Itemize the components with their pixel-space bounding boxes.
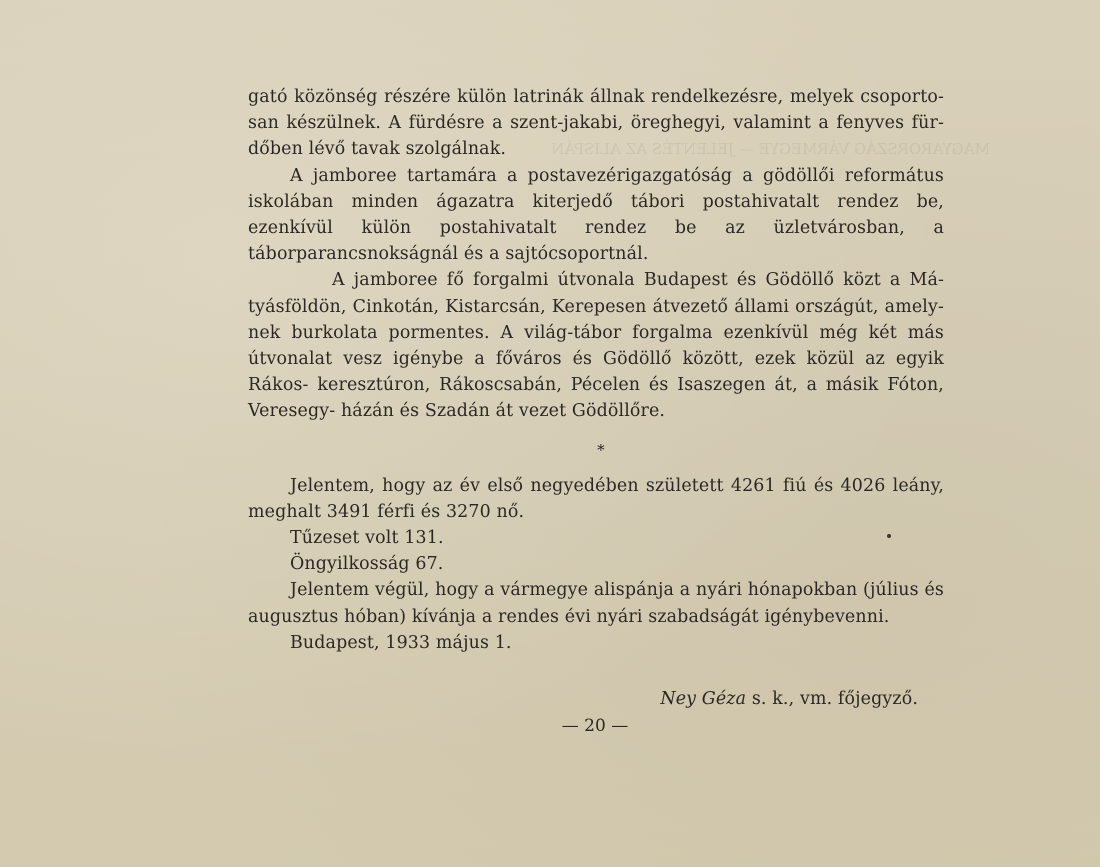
text-line: sajtócsoportnál. xyxy=(505,244,649,265)
text-line: keresztúron, Rákoscsabán, Pécelen és Isaszegen át, a másik Fóton, Veresegy- xyxy=(248,375,944,422)
paragraph-r3 xyxy=(248,551,944,577)
text-line: útvonalat vesz igénybe a főváros és Gödöllő között, ezek közül az egyik Rákos- xyxy=(248,349,944,396)
text-line: Öngyilkosság 67. xyxy=(290,554,444,575)
page-number: — 20 — xyxy=(561,716,629,736)
bleed-through-text: MAGYARORSZÁG VÁRMEGYE — JELENTÉS AZ ALISPÁN xyxy=(551,140,990,158)
section-separator: * xyxy=(597,440,605,459)
signature-name: Ney Géza xyxy=(660,689,747,710)
signature-line xyxy=(248,686,944,712)
paragraph-p3 xyxy=(248,267,944,424)
paragraph-r5 xyxy=(248,630,944,656)
paragraph-p1 xyxy=(248,84,944,163)
text-line: házán és Szadán át vezet Gödöllőre. xyxy=(340,401,666,422)
text-line: Jelentem végül, hogy a vármegye alispánja a nyári hónapokban (július xyxy=(290,580,919,601)
text-line: meghalt 3491 férfi és 3270 nő. xyxy=(248,501,525,522)
signature-title: s. k., vm. főjegyző. xyxy=(751,689,918,710)
text-line: tyásföldön, Cinkotán, Kistarcsán, Kerepesen átvezető állami országút, amely- xyxy=(248,296,944,317)
page-body xyxy=(248,84,944,712)
text-line: külön postahivatalt rendez be az üzletvárosban, a táborparancsnokságnál és a xyxy=(248,218,944,265)
text-line: A jamboree fő forgalmi útvonala Budapest és Gödöllő közt a Má- xyxy=(332,270,944,291)
paragraph-r4 xyxy=(248,577,944,629)
paragraph-r2 xyxy=(248,525,944,551)
ink-speck xyxy=(887,534,891,538)
text-line: san készülnek. A fürdésre a szent-jakabi, öreghegyi, valamint a fenyves für- xyxy=(248,113,944,134)
text-line: dőben lévő tavak szolgálnak. xyxy=(248,139,507,160)
paragraph-r1 xyxy=(248,473,944,525)
text-line: és augusztus hóban) kívánja a rendes évi nyári szabadságát igénybevenni. xyxy=(248,580,944,627)
text-line: Tűzeset volt 131. xyxy=(290,528,444,549)
text-line: Budapest, 1933 május 1. xyxy=(290,632,512,653)
text-line: A jamboree tartamára a postavezérigazgatóság a gödöllői református xyxy=(290,165,944,186)
main-paragraphs xyxy=(248,84,944,425)
text-line: Jelentem, hogy az év első negyedében született 4261 fiú és 4026 leány, xyxy=(290,475,944,496)
text-line: iskolában minden ágazatra kiterjedő tábori postahivatalt rendez be, ezenkívül xyxy=(248,191,944,239)
text-line: nek burkolata pormentes. A világ-tábor forgalma ezenkívül még két más xyxy=(248,322,944,343)
text-line: gató közönség részére külön latrinák állnak rendelkezésre, melyek csoporto- xyxy=(248,87,944,107)
report-paragraphs xyxy=(248,473,944,656)
paragraph-p2 xyxy=(248,163,944,268)
